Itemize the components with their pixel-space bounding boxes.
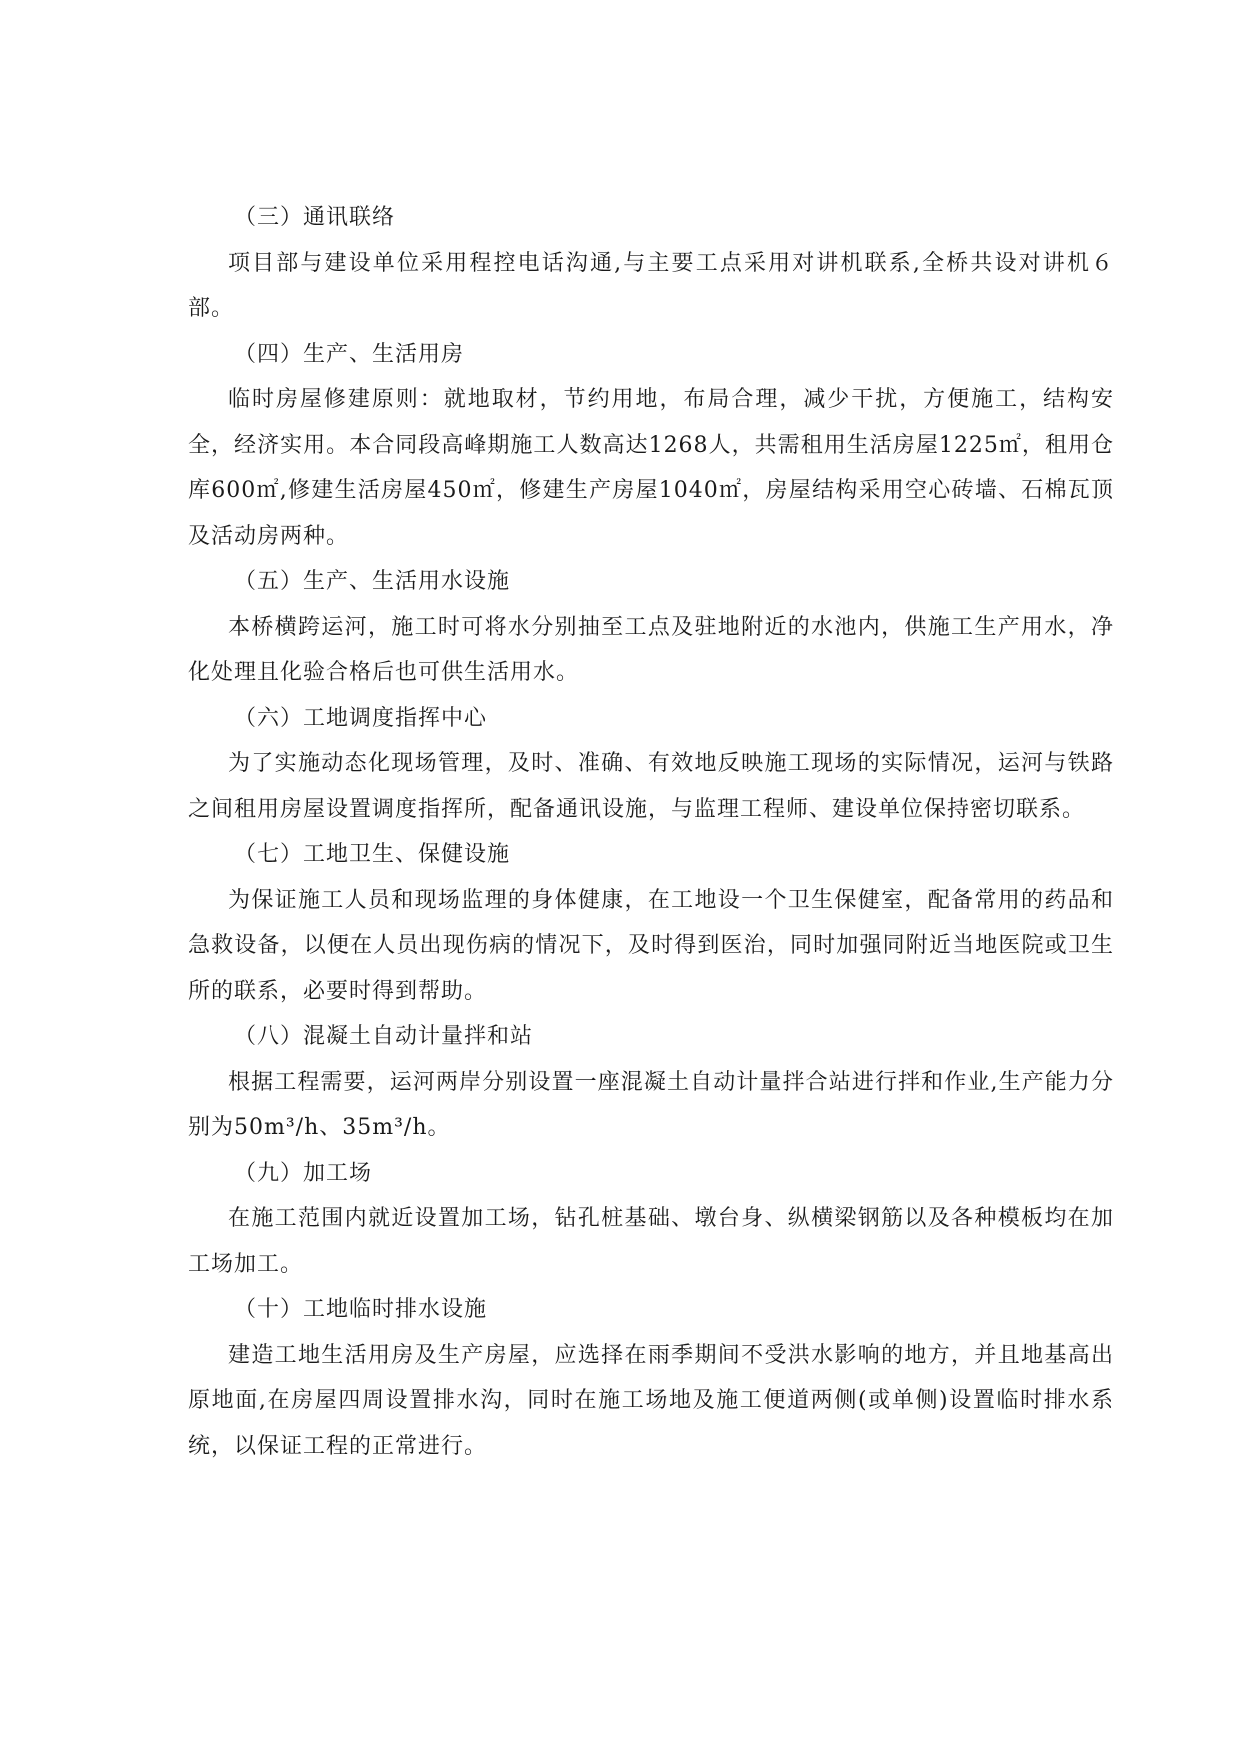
section-paragraph-housing: 临时房屋修建原则：就地取材，节约用地，布局合理，减少干扰，方便施工，结构安全，经济实用。本合同段高峰期施工人数高达1268人，共需租用生活房屋1225㎡，租用仓库600㎡,修建生活房屋450㎡，修建生产房屋1040㎡，房屋结构采用空心砖墙、石棉瓦顶及活动房两种。 <box>188 387 1114 549</box>
section-heading-communication: （三）通讯联络 <box>234 205 396 230</box>
section-paragraph-drainage: 建造工地生活用房及生产房屋，应选择在雨季期间不受洪水影响的地方，并且地基高出原地面,在房屋四周设置排水沟，同时在施工场地及施工便道两侧(或单侧)设置临时排水系统，以保证工程的正常进行。 <box>188 1342 1114 1459</box>
section-paragraph-health: 为保证施工人员和现场监理的身体健康，在工地设一个卫生保健室，配备常用的药品和急救设备，以便在人员出现伤病的情况下，及时得到医治，同时加强同附近当地医院或卫生所的联系，必要时得到帮助。 <box>188 887 1114 1004</box>
document-body <box>188 195 1114 1469</box>
section-heading-concrete: （八）混凝土自动计量拌和站 <box>234 1024 534 1049</box>
section-paragraph-concrete: 根据工程需要，运河两岸分别设置一座混凝土自动计量拌合站进行拌和作业,生产能力分别为50m³/h、35m³/h。 <box>188 1069 1114 1140</box>
section-heading-water: （五）生产、生活用水设施 <box>234 569 511 594</box>
section-heading-housing: （四）生产、生活用房 <box>234 341 465 367</box>
section-heading-workshop: （九）加工场 <box>234 1160 373 1186</box>
section-paragraph-dispatch: 为了实施动态化现场管理，及时、准确、有效地反映施工现场的实际情况，运河与铁路之间租用房屋设置调度指挥所，配备通讯设施，与监理工程师、建设单位保持密切联系。 <box>188 751 1114 822</box>
section-heading-dispatch: （六）工地调度指挥中心 <box>234 705 488 731</box>
section-heading-health: （七）工地卫生、保健设施 <box>234 842 511 867</box>
section-paragraph-water: 本桥横跨运河，施工时可将水分别抽至工点及驻地附近的水池内，供施工生产用水，净化处理且化验合格后也可供生活用水。 <box>188 614 1114 685</box>
section-heading-drainage: （十）工地临时排水设施 <box>234 1297 488 1322</box>
section-paragraph-workshop: 在施工范围内就近设置加工场，钻孔桩基础、墩台身、纵横梁钢筋以及各种模板均在加工场加工。 <box>188 1206 1114 1277</box>
section-paragraph-communication: 项目部与建设单位采用程控电话沟通,与主要工点采用对讲机联系,全桥共设对讲机６部。 <box>188 250 1114 321</box>
